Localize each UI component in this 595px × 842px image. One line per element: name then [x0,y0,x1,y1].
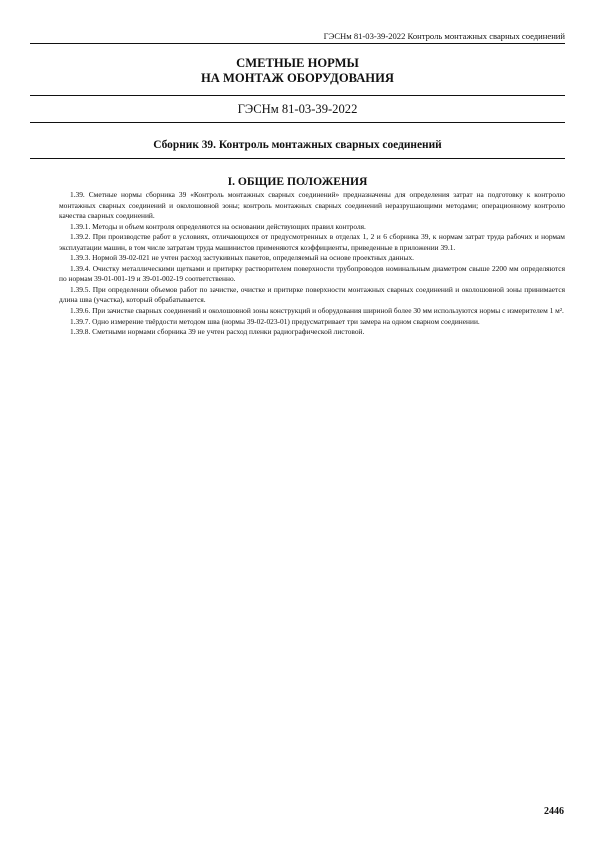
paragraph: 1.39.7. Одно измерение твёрдости методом шва (нормы 39-02-023-01) предусматривает три замера на одном сварном соединении. [70,316,480,326]
running-header: ГЭСНм 81-03-39-2022 Контроль монтажных сварных соединений [323,31,565,41]
paragraph: 1.39.2. При производстве работ в условиях, отличающихся от предусмотренных в отделах 1, 2 и 6 сборника 39, к нормам затрат труда рабочих и нормам эксплуатации машин, в том числе затратам труда машинистов применяются коэффициенты, приведенные в приложении 39.1. [59,232,565,252]
paragraph: 1.39. Сметные нормы сборника 39 «Контроль монтажных сварных соединений» предназначены для определения затрат на подготовку к контролю монтажных сварных соединений и околошовной зоны; контроль монтажных сварных соединений неразрушающими методами; операционному контролю качества сварных соединений. [59,190,565,221]
title-line-1: СМЕТНЫЕ НОРМЫ [236,56,359,70]
paragraph: 1.39.8. Сметными нормами сборника 39 не учтен расход пленки радиографической листовой. [70,327,365,337]
paragraph: 1.39.3. Нормой 39-02-021 не учтен расход застукивных пакетов, определяемый на основе проектных данных. [70,253,415,263]
header-divider [30,43,565,44]
divider [30,158,565,159]
section-title: I. ОБЩИЕ ПОЛОЖЕНИЯ [227,175,368,188]
document-code: ГЭСНм 81-03-39-2022 [237,102,358,116]
body-text [59,190,565,338]
divider [30,95,565,96]
collection-title: Сборник 39. Контроль монтажных сварных соединений [153,139,442,151]
paragraph: 1.39.1. Методы и объем контроля определяются на основании действующих правил контроля. [70,221,366,231]
title-line-2: НА МОНТАЖ ОБОРУДОВАНИЯ [200,70,394,85]
document-title [30,56,565,85]
divider [30,122,565,123]
paragraph: 1.39.6. При зачистке сварных соединений и околошовной зоны конструкций и оборудования шириной более 30 мм используются нормы с измерителем 1 м². [70,306,564,316]
page-number: 2446 [544,806,564,817]
paragraph: 1.39.5. При определении объемов работ по зачистке, очистке и притирке поверхности монтажных сварных соединений и околошовной зоны принимается длина шва (участка), который обрабатывается. [59,284,565,305]
paragraph: 1.39.4. Очистку металлическими щетками и притирку растворителем поверхности трубопроводов номинальным диаметром свыше 2200 мм определяются по нормам 39-01-001-19 и 39-01-002-19 соответственно. [59,263,565,284]
